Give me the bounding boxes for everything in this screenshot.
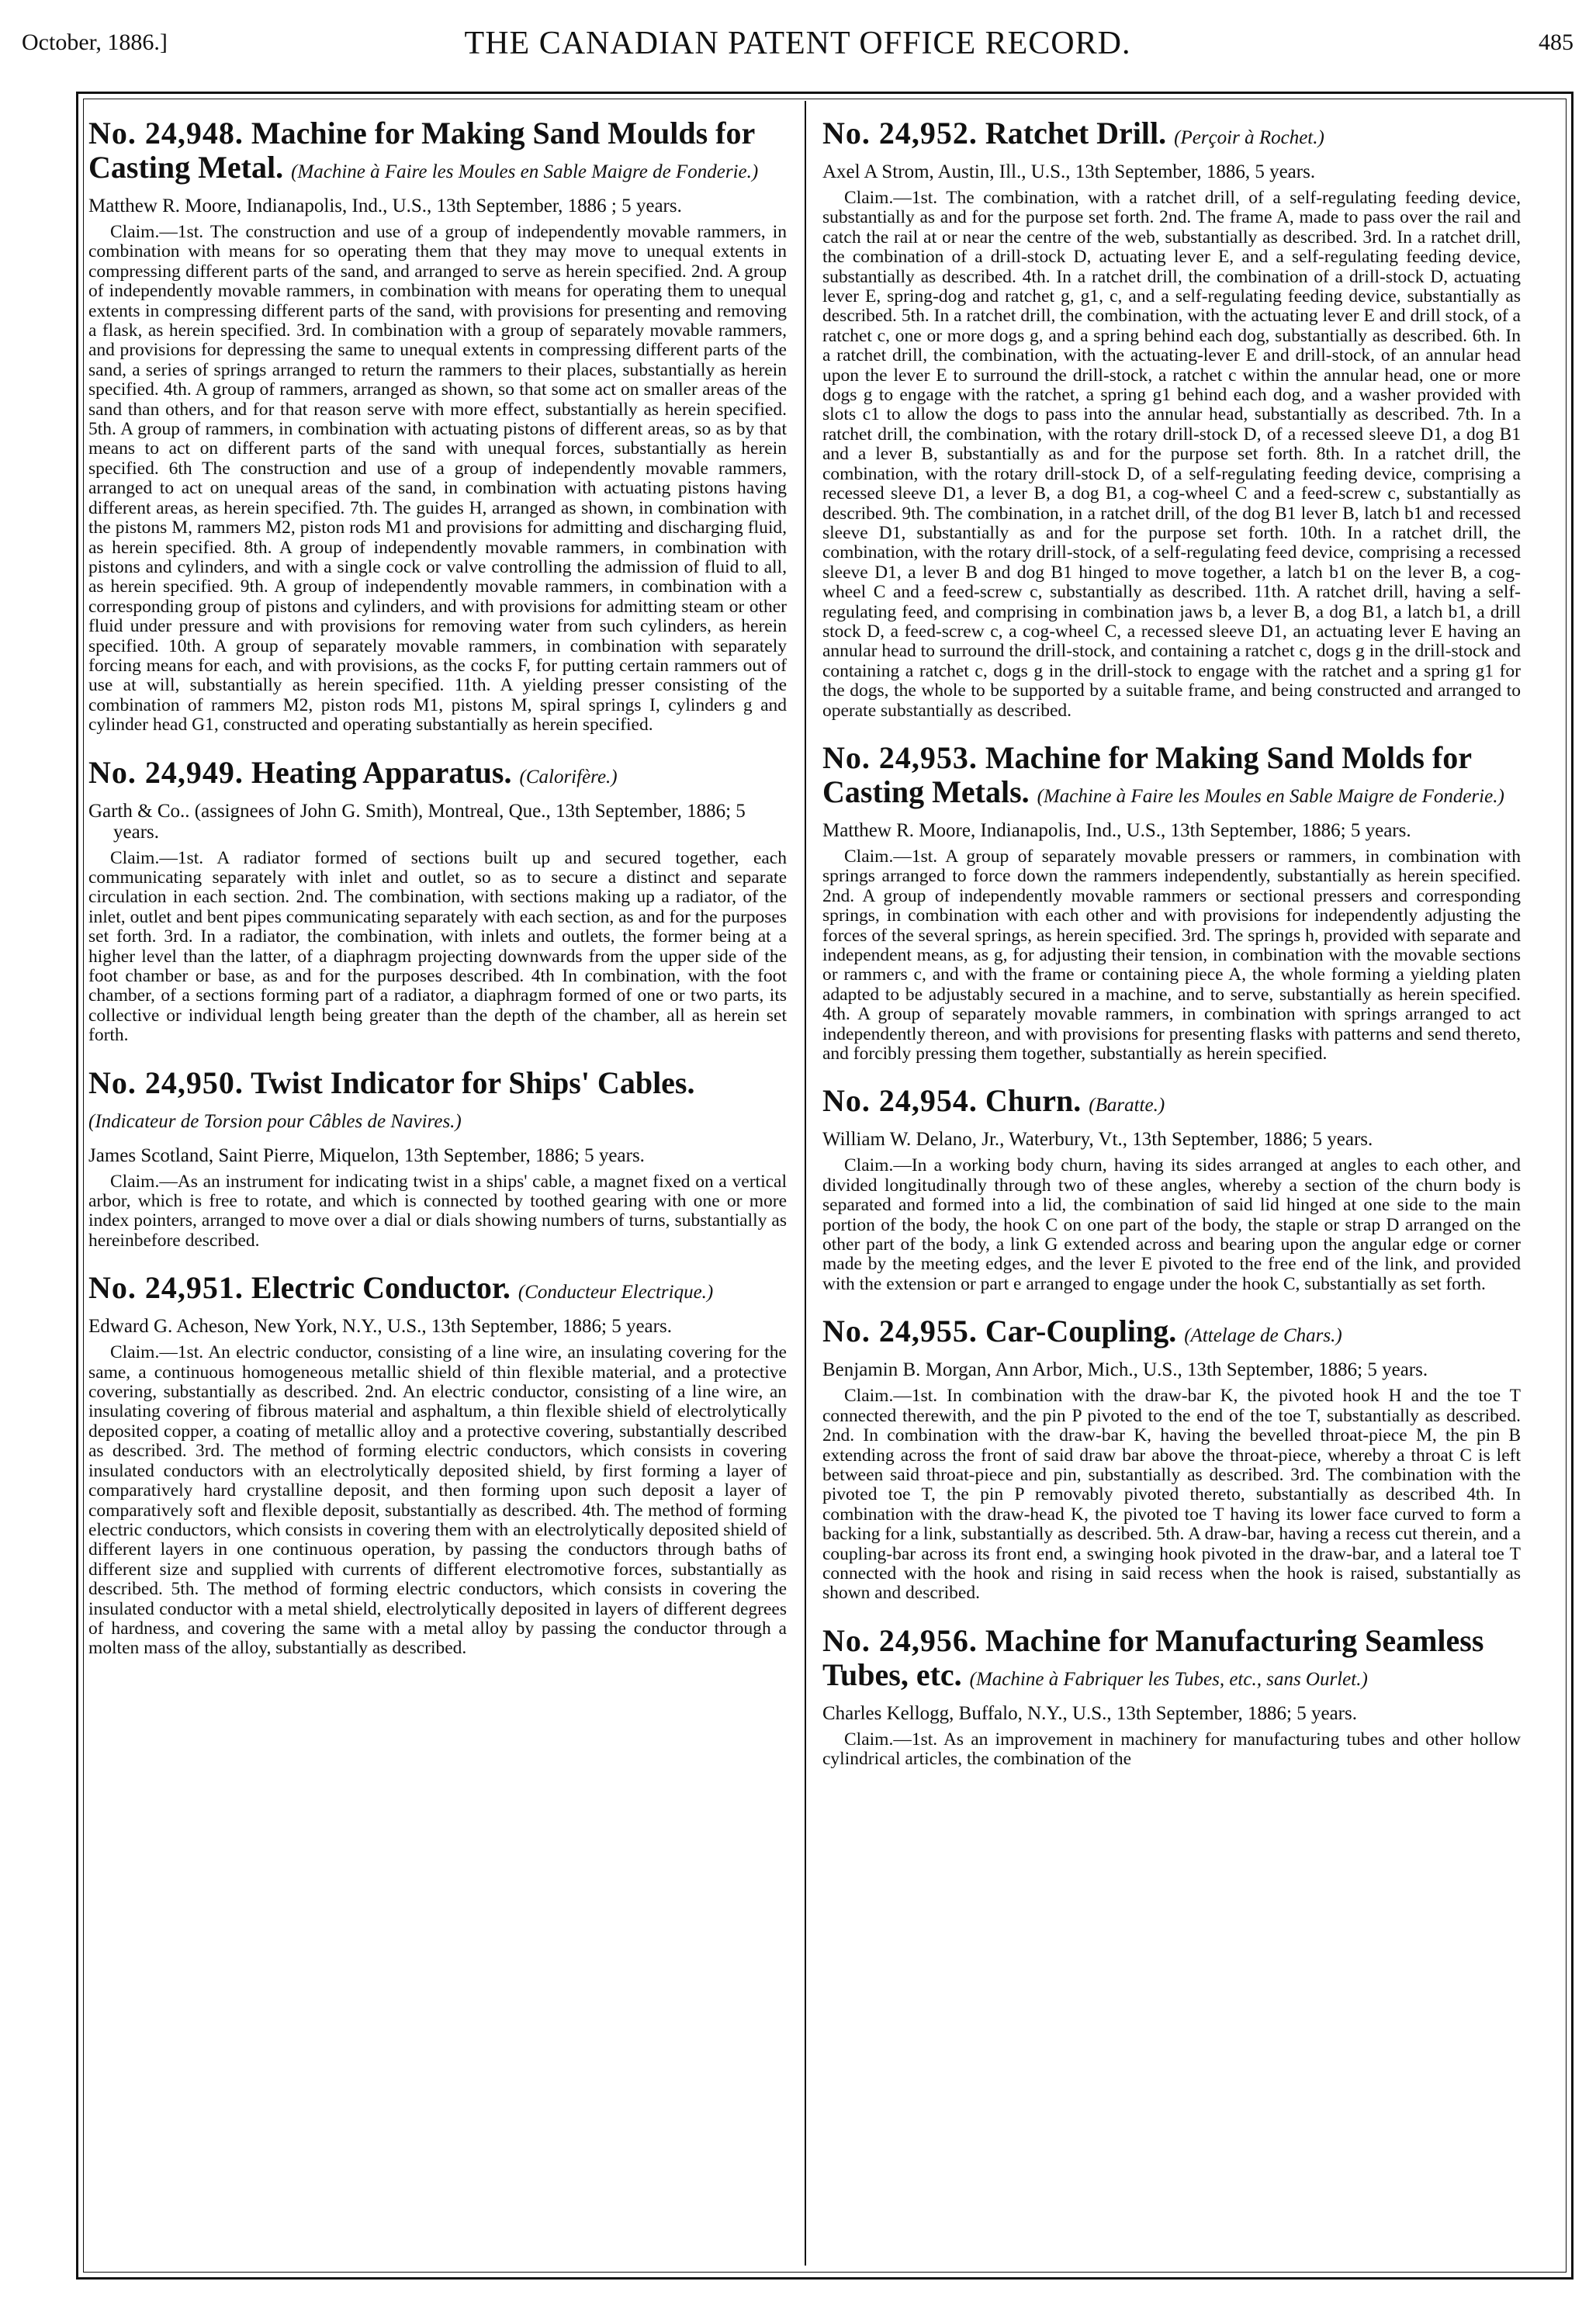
patent-claim: Claim.—1st. The construction and use of a group of independently movable rammers, in combination with means for so operating them that they may move to unequal extents in compressing different parts of the sand, and arranged to serve as herein specified. 2nd. A group of independently movable rammers, in combination with means for operating them to unequal extents in compressing different parts of the sand, with provisions for presenting and removing a flask, as herein specified. 3rd. In combination with a group of separately movable rammers, and provisions for depressing the same to unequal extents in compressing different parts of the sand, a series of springs arranged to return the rammers to their places, substantially as herein specified. 4th. A group of rammers, arranged as shown, so that some act on smaller areas of the sand than others, and for that reason serve with more effect, substantially as herein specified. 5th. A group of rammers, in combination with actuating pistons of different areas, so as by that means to act on different parts of the sand with unequal forces, substantially as herein specified. 6th The construction and use of a group of independently movable rammers, arranged to act on unequal areas of the sand, in combination with actuating pistons having different areas, as herein specified. 7th. The guides H, arranged as shown, in combination with the pistons M, rammers M2, piston rods M1 and provisions for admitting and discharging fluid, as herein specified. 8th. A group of independently movable rammers, in combination with pistons and cylinders, and with a single cock or valve controlling the admission of fluid to all, as herein specified. 9th. A group of independently movable rammers, in combination with a corresponding group of pistons and cylinders, and with provisions for admitting steam or other fluid under pressure and with provisions for removing water from such cylinders, as herein specified. 10th. A group of separately movable rammers, in combination with separately forcing means for each, and with provisions, as the cocks F, for putting certain rammers out of use at will, substantially as herein specified. 11th. A yielding presser consisting of the combination of rammers M2, piston rods M1, pistons M, spiral springs I, cylinders g and cylinder head G1, constructed and operating substantially as herein specified. (88, 222, 787, 736)
patent-entry (822, 1084, 1521, 1294)
left-column (88, 116, 787, 2262)
french-title: (Conducteur Electrique.) (518, 1282, 714, 1303)
patent-number: No. 24,951. (88, 1270, 244, 1306)
patent-title (88, 756, 787, 794)
patent-number: No. 24,949. (88, 754, 244, 790)
right-column (822, 116, 1521, 2262)
patent-claim: Claim.—1st. As an improvement in machinery for manufacturing tubes and other hollow cylindrical articles, the combination of the (822, 1729, 1521, 1770)
french-title: (Perçoir à Rochet.) (1174, 127, 1324, 148)
patent-entry (88, 1066, 787, 1251)
patent-claim: Claim.—1st. A radiator formed of sections built up and secured together, each communicating separately with inlet and outlet, so as to secure a distinct and separate circulation in each section. 2nd. The combination, with sections making up a radiator, of the inlet, outlet and bent pipes communicating separately with each section, as and for the purposes set forth. 3rd. In a radiator, the combination, with inlets and outlets, the former being at a higher level than the latter, of a diaphragm projecting downwards from the upper side of the foot chamber or base, as and for the purposes described. 4th In combination, with the foot chamber, of a sections forming part of a radiator, a diaphragm formed of one or two parts, its collective or individual length being greater than the depth of the chamber, all as herein set forth. (88, 847, 787, 1046)
patent-entry (822, 1314, 1521, 1603)
patent-number: No. 24,952. (822, 116, 978, 151)
patent-title (88, 1271, 787, 1310)
patent-owner: Matthew R. Moore, Indianapolis, Ind., U.S., 13th September, 1886; 5 years. (822, 819, 1411, 841)
patent-name: Machine for Making Sand Moulds for Casting Metal. (88, 116, 755, 185)
patent-entry (88, 116, 787, 736)
patent-entry (88, 1271, 787, 1659)
french-title: (Attelage de Chars.) (1184, 1325, 1342, 1347)
patent-title (822, 1624, 1521, 1697)
patent-title (822, 1084, 1521, 1123)
patent-number: No. 24,955. (822, 1314, 978, 1349)
patent-name: Car-Coupling. (985, 1314, 1177, 1349)
patent-entry (822, 741, 1521, 1064)
patent-number: No. 24,956. (822, 1622, 978, 1658)
running-header (22, 22, 1573, 61)
french-title: (Machine à Faire les Moules en Sable Maigre de Fonderie.) (1037, 785, 1504, 807)
patent-title (88, 1066, 787, 1139)
patent-entry (822, 1624, 1521, 1770)
patent-owner: William W. Delano, Jr., Waterbury, Vt., 13th September, 1886; 5 years. (822, 1129, 1373, 1151)
column-divider (805, 101, 806, 2266)
patent-owner: Axel A Strom, Austin, Ill., U.S., 13th September, 1886, 5 years. (822, 161, 1316, 182)
patent-title (822, 1314, 1521, 1353)
patent-name: Machine for Manufacturing Seamless Tubes, etc. (822, 1622, 1484, 1692)
patent-title (822, 741, 1521, 814)
patent-claim: Claim.—1st. In combination with the draw-bar K, the pivoted hook H and the toe T connected therewith, and the pin P pivoted to the end of the toe T, substantially as described. 2nd. In combination with the draw-bar K, having the bevelled throat-piece M, the pin B extending across the front of said draw bar above the throat-piece, whereby a throat C is left between said throat-piece and pin, substantially as described. 3rd. The combination with the pivoted toe T, the pin P removably pivoted thereto, substantially as described 4th. In combination with the draw-head K, the pivoted toe T having its lower face curved to form a backing for a link, substantially as described. 5th. A draw-bar, having a recess cut therein, and a coupling-bar across its front end, a swinging hook pivoted in the draw-bar, and a lateral toe T connected with the hook and rising in said recess when the hook is raised, substantially as shown and described. (822, 1386, 1521, 1604)
patent-owner: Benjamin B. Morgan, Ann Arbor, Mich., U.S., 13th September, 1886; 5 years. (822, 1359, 1428, 1381)
patent-name: Heating Apparatus. (251, 754, 512, 790)
patent-owner: Edward G. Acheson, New York, N.Y., U.S., 13th September, 1886; 5 years. (88, 1316, 672, 1338)
patent-number: No. 24,953. (822, 739, 978, 775)
patent-claim: Claim.—In a working body churn, having its sides arranged at angles to each other, and divided longitudinally through two of these angles, whereby a section of the churn body is separated and formed into a lid, the combination of said lid hinged at one side to the main portion of the body, the hook C on one part of the body, the staple or strap D arranged on the other part of the body, a link G extended across and bearing upon the angular edge or corner made by the meeting edges, and the lever E pivoted to the free end of the link, and provided with the extension or part e arranged to engage under the hook C, substantially as set forth. (822, 1155, 1521, 1294)
french-title: (Machine à Fabriquer les Tubes, etc., sans Ourlet.) (969, 1668, 1368, 1690)
patent-name: Ratchet Drill. (985, 116, 1167, 151)
patent-name: Machine for Making Sand Molds for Casting Metals. (822, 739, 1472, 809)
patent-number: No. 24,954. (822, 1083, 978, 1119)
patent-entry (88, 756, 787, 1046)
french-title: (Calorifère.) (519, 766, 618, 788)
header-date: October, 1886.] (22, 29, 168, 55)
page-number: 485 (1539, 29, 1573, 55)
patent-claim: Claim.—1st. A group of separately movable pressers or rammers, in combination with springs arranged to force down the rammers independently, substantially as herein specified. 2nd. A group of independently movable rammers or sectional pressers and corresponding springs, in combination with each other and with provisions for independently adjusting the forces of the several springs, as herein specified. 3rd. The springs h, provided with separate and independent means, as g, for adjusting their tension, in combination with the movable sections or rammers c, and with the frame or containing piece A, the whole forming a yielding platen adapted to be adjustably secured in a machine, and to serve, substantially as herein specified. 4th. A group of separately movable rammers, in combination with springs arranged to act independently thereon, and with provisions for presenting flasks with patterns and send thereto, and forcibly pressing them together, substantially as herein specified. (822, 846, 1521, 1064)
patent-title (822, 116, 1521, 155)
patent-name: Electric Conductor. (251, 1270, 511, 1306)
patent-claim: Claim.—As an instrument for indicating twist in a ships' cable, a magnet fixed on a vertical arbor, which is free to rotate, and which is connected by toothed gearing with one or more index pointers, arranged to move over a dial or dials showing numbers of turns, substantially as hereinbefore described. (88, 1171, 787, 1251)
patent-owner: James Scotland, Saint Pierre, Miquelon, 13th September, 1886; 5 years. (88, 1144, 645, 1166)
patent-name: Churn. (985, 1083, 1082, 1119)
patent-number: No. 24,950. (88, 1064, 244, 1100)
journal-title: THE CANADIAN PATENT OFFICE RECORD. (464, 26, 1131, 61)
patent-owner: Matthew R. Moore, Indianapolis, Ind., U.S., 13th September, 1886 ; 5 years. (88, 196, 682, 216)
patent-number: No. 24,948. (88, 116, 244, 151)
patent-title (88, 116, 787, 189)
patent-claim: Claim.—1st. The combination, with a ratchet drill, of a self-regulating feeding device, substantially as and for the purpose set forth. 2nd. The frame A, made to pass over the rail and catch the rail at or near the centre of the web, substantially as described. 3rd. In a ratchet drill, the combination of a drill-stock D, actuating lever E, and a self-regulating feeding device, substantially as described. 4th. In a ratchet drill, the combination of a drill-stock D, actuating lever E, spring-dog and ratchet g, g1, c, and a self-regulating feeding device, substantially as described. 5th. In a ratchet drill, the combination, with the actuating lever E and drill stock, of a ratchet c, one or more dogs g, and a spring behind each dog, substantially as described. 6th. In a ratchet drill, the combination, with the actuating-lever E and drill-stock, of an annular head upon the lever E to surround the drill-stock, a ratchet c within the annular head, one or more dogs g to engage with the ratchet, a spring g1 behind each dog, and a washer provided with slots c1 to allow the dogs to pass into the annular head, substantially as described. 7th. In a ratchet drill, the combination, with the rotary drill-stock D, of a recessed sleeve D1, a dog B1 and a lever B, substantially as and for the purpose set forth. 8th. In a ratchet drill, the combination, with the rotary drill-stock D, of a self-regulating feeding device, comprising a recessed sleeve D1, a lever B, a dog B1, a cog-wheel C and a feed-screw c, substantially as described. 9th. The combination, in a ratchet drill, of the dog B1 lever B, latch b1 and recessed sleeve D1, substantially as and for the purpose set forth. 10th. In a ratchet drill, the combination, with the rotary drill-stock, of a self-regulating feed device, comprising a recessed sleeve D1, a lever B and dog B1 hinged to move together, a latch b1 on the lever B, a cog-wheel C and a feed-screw c, substantially as described. 11th. A ratchet drill, having a self-regulating feed, and comprising in combination jaws b, a lever B, a dog B1, a latch b1, a drill stock D, a feed-screw c, a cog-wheel C, a recessed sleeve D1, an actuating lever E having an annular head to surround the drill-stock, and containing a ratchet c, dogs g in the drill-stock and containing a ratchet c, dogs g in the drill-stock to engage with the ratchet and a spring g1 for the dogs, the whole to be supported by a suitable frame, and being constructed and arranged to operate substantially as described. (822, 188, 1521, 721)
french-title: (Machine à Faire les Moules en Sable Maigre de Fonderie.) (291, 161, 759, 182)
patent-owner: Garth & Co.. (assignees of John G. Smith), Montreal, Que., 13th September, 1886; 5 years. (88, 800, 746, 843)
patent-entry (822, 116, 1521, 721)
french-title: (Baratte.) (1089, 1095, 1165, 1116)
patent-claim: Claim.—1st. An electric conductor, consisting of a line wire, an insulating covering for the same, a continuous homogeneous metallic shield of thin flexible material, and a protective covering, substantially as described. 2nd. An electric conductor, consisting of a line wire, an insulating covering of fibrous material and asphaltum, a thin flexible shield of electrolytically deposited copper, a coating of metallic alloy and a protective covering, substantially described as described. 3rd. The method of forming electric conductors, which consists in covering insulated conductors with an electrolytically deposited shield, by first forming a layer of comparatively hard crystalline deposit, and then forming upon such deposit a layer of comparatively soft and flexible deposit, substantially as described. 4th. The method of forming electric conductors, which consists in covering them with an electrolytically deposited shield of different layers in one continuous operation, by passing the conductors through baths of different size and supplied with currents of different electromotive forces, substantially as described. 5th. The method of forming electric conductors, which consists in covering the insulated conductor with a metal shield, electrolytically deposited in layers of different degrees of hardness, and covering the same with a metal alloy by passing the conductor through a molten mass of the alloy, substantially as described. (88, 1342, 787, 1659)
french-title: (Indicateur de Torsion pour Câbles de Navires.) (88, 1110, 462, 1132)
patent-name: Twist Indicator for Ships' Cables. (251, 1064, 695, 1100)
patent-owner: Charles Kellogg, Buffalo, N.Y., U.S., 13th September, 1886; 5 years. (822, 1702, 1357, 1724)
